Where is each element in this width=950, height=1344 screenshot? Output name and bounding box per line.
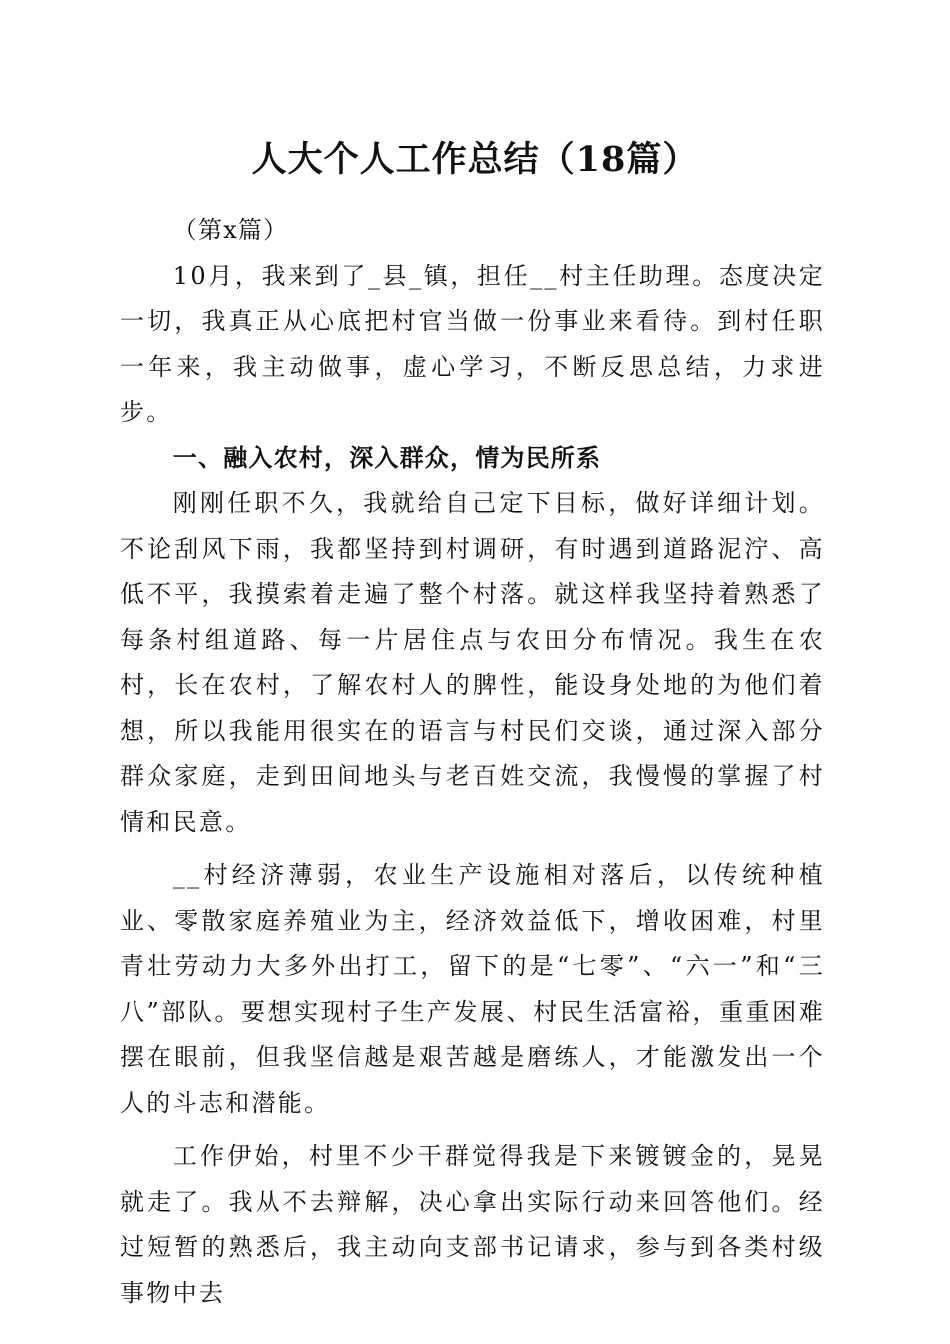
paragraph-intro: 10月，我来到了_县_镇，担任__村主任助理。态度决定一切，我真正从心底把村官当做一份事业来看待。到村任职一年来，我主动做事，虚心学习，不断反思总结，力求进步。: [120, 261, 825, 426]
paragraph-village-economy: __村经济薄弱，农业生产设施相对落后，以传统种植业、零散家庭养殖业为主，经济效益低下，增收困难，村里青壮劳动力大多外出打工，留下的是“七零”、“六一”和“三八”部队。要想实现村子生产发展、村民生活富裕，重重困难摆在眼前，但我坚信越是艰苦越是磨练人，才能激发出一个人的斗志和潜能。: [120, 861, 825, 1117]
paragraph-research: 刚刚任职不久，我就给自己定下目标，做好详细计划。不论刮风下雨，我都坚持到村调研，有时遇到道路泥泞、高低不平，我摸索着走遍了整个村落。就这样我坚持着熟悉了每条村组道路、每一片居住点与农田分布情况。我生在农村，长在农村，了解农村人的脾性，能设身处地的为他们着想，所以我能用很实在的语言与村民们交谈，通过深入部分群众家庭，走到田间地头与老百姓交流，我慢慢的掌握了村情和民意。: [120, 489, 825, 836]
section-heading: 一、融入农村，深入群众，情为民所系: [172, 443, 602, 472]
section-label: （第x篇）: [172, 216, 289, 244]
paragraph-work-start: 工作伊始，村里不少干群觉得我是下来镀镀金的，晃晃就走了。我从不去辩解，决心拿出实际行动来回答他们。经过短暂的熟悉后，我主动向支部书记请求，参与到各类村级事物中去: [120, 1142, 825, 1307]
document-body: [120, 208, 825, 1316]
document-title: 人大个人工作总结（18篇）: [251, 139, 699, 180]
